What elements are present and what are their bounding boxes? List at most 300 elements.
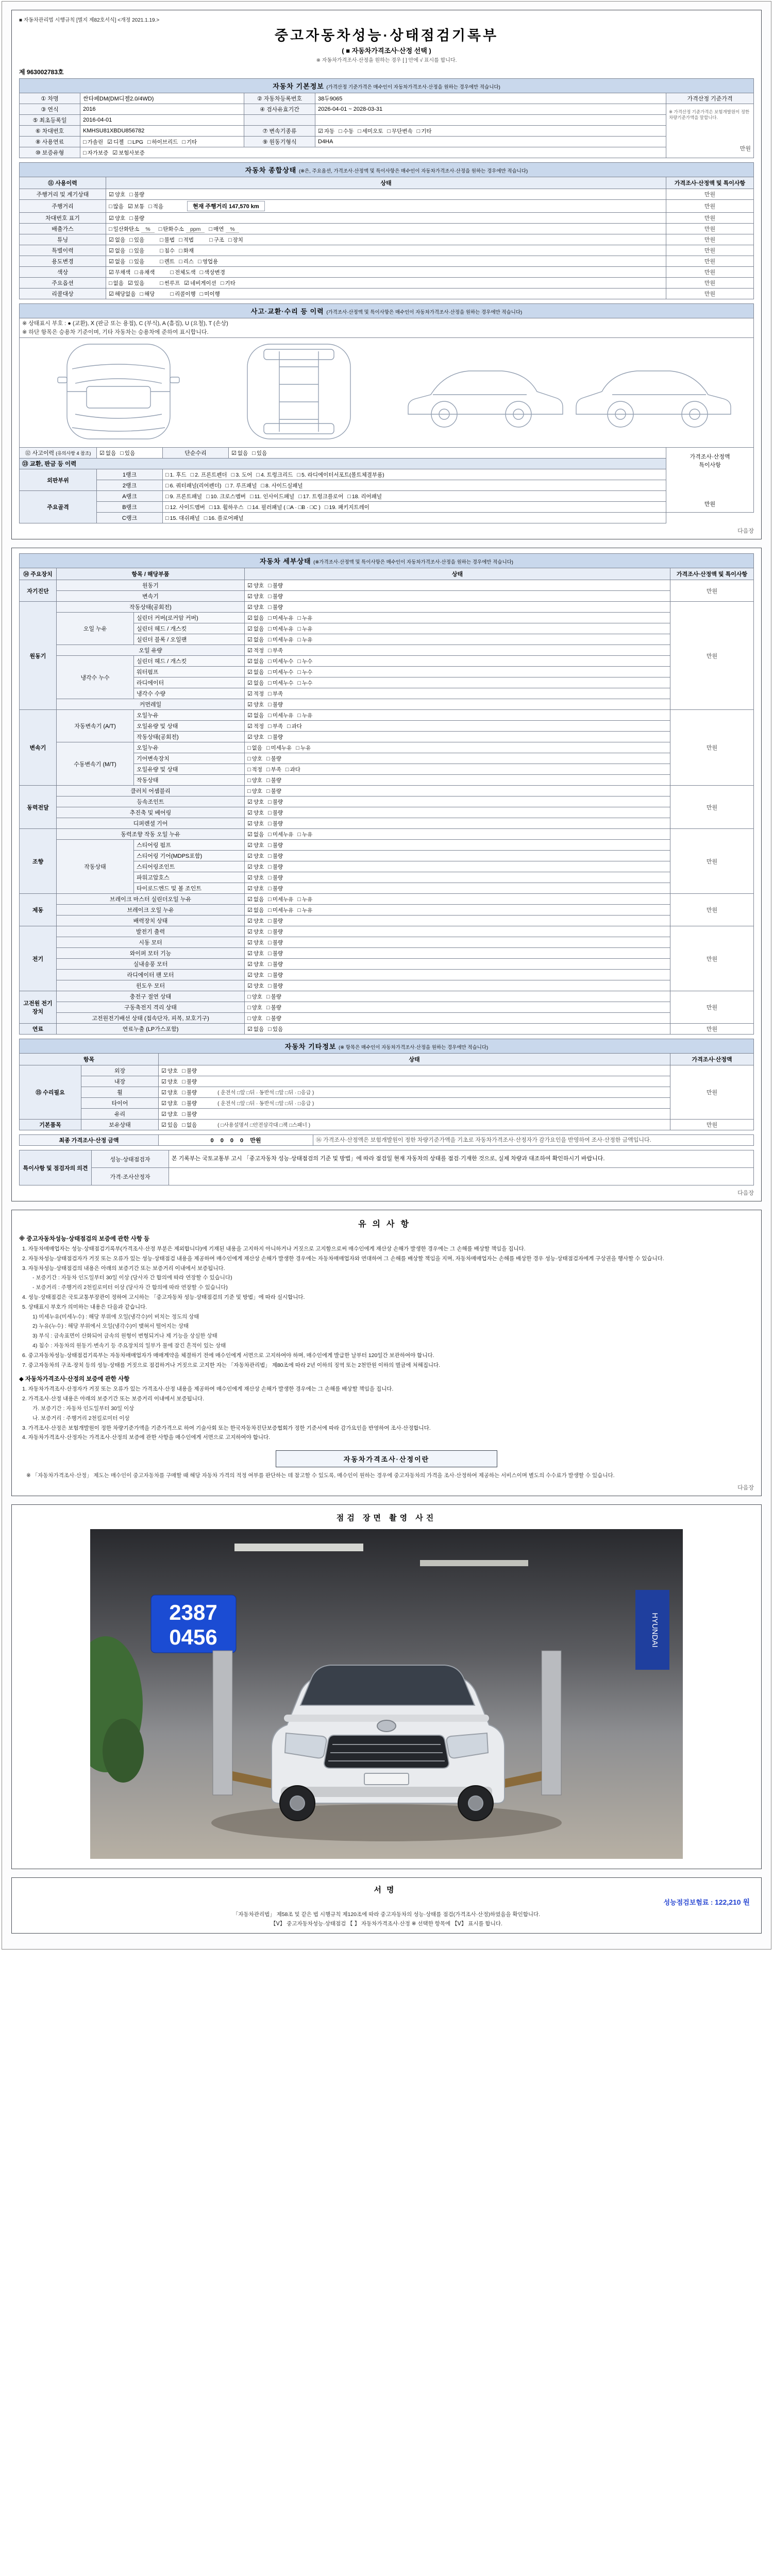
fuel-options <box>80 137 244 147</box>
checkbox-option[interactable] <box>285 766 300 773</box>
checkbox-option[interactable] <box>266 787 281 795</box>
checkbox-option[interactable] <box>252 449 267 457</box>
checkbox-checked-icon: ☑ <box>127 204 133 210</box>
checkbox-option[interactable] <box>268 960 283 968</box>
checkbox-option[interactable] <box>161 1089 178 1096</box>
rank1-options <box>163 469 666 480</box>
final-price-note: ⑯ 가격조사·산정액은 보험개발원이 정한 차량기준가액을 기초로 자동차가격조사·산정자가 감가요인을 반영하여 조사·산정한 금액입니다. <box>313 1135 754 1146</box>
checkbox-option[interactable] <box>129 191 144 198</box>
checkbox-option[interactable] <box>268 971 283 979</box>
status-cell <box>245 872 670 883</box>
checkbox-option[interactable] <box>147 138 178 146</box>
checkbox-option[interactable] <box>339 127 354 135</box>
transmission-label: ⑦ 변속기종류 <box>244 126 315 137</box>
checkbox-option[interactable] <box>109 191 125 198</box>
checkbox-option[interactable] <box>107 138 124 146</box>
empty-cell <box>244 115 315 126</box>
checkbox-option[interactable] <box>318 127 334 135</box>
checkbox-option[interactable] <box>247 690 264 698</box>
checkbox-option[interactable] <box>221 279 236 287</box>
checkbox-label: 양호 <box>253 863 264 870</box>
checkbox-option[interactable] <box>231 471 253 479</box>
checkbox-icon: □ <box>296 744 299 751</box>
signature-statement-2: 【Ⅴ】 중고자동차성능·상태점검 【 】 자동차가격조사·산정 ※ 선택한 항목에 【Ⅴ】 표시를 합니다. <box>271 1920 502 1927</box>
checkbox-option[interactable] <box>247 701 264 708</box>
checkbox-option[interactable] <box>165 514 200 522</box>
checkbox-option[interactable] <box>109 258 125 265</box>
checkbox-icon: □ <box>179 236 182 243</box>
final-price-table <box>19 1134 754 1146</box>
checkbox-option[interactable] <box>268 831 293 838</box>
checkbox-option[interactable] <box>247 960 264 968</box>
checkbox-option[interactable] <box>387 127 412 135</box>
part-label: 스티어링 기어(MDPS포함) <box>134 851 245 861</box>
checkbox-label: 보통 <box>133 204 145 210</box>
checkbox-option[interactable] <box>266 755 281 762</box>
checkbox-option[interactable] <box>297 831 312 838</box>
checkbox-label: 화재 <box>183 247 194 254</box>
checkbox-option[interactable] <box>268 852 283 860</box>
device-group-label: 전기 <box>20 926 57 991</box>
checkbox-option[interactable] <box>268 657 293 665</box>
sheet-detail <box>11 548 762 1201</box>
checkbox-option[interactable] <box>247 657 264 665</box>
checkbox-option[interactable] <box>358 127 383 135</box>
checkbox-option[interactable] <box>128 139 143 145</box>
checkbox-option[interactable] <box>170 290 195 298</box>
checkbox-option[interactable] <box>184 279 216 287</box>
checkbox-option[interactable] <box>268 722 283 730</box>
checkbox-option[interactable] <box>268 895 293 903</box>
notice-item: 4) 침수 : 자동차의 원동기·변속기 등 주요장치의 일부가 물에 잠긴 흔적이 있는 상태 <box>32 1342 226 1349</box>
checkbox-option[interactable] <box>268 939 283 946</box>
checkbox-option[interactable] <box>135 268 155 276</box>
page-subtitle-note: ※ 자동차가격조사·산정을 원하는 경우 [ ] 안에 √ 표시를 합니다. <box>316 58 457 63</box>
accident-price-cell: 가격조사·산정액 특이사항 만원 <box>666 448 754 513</box>
checkbox-option[interactable] <box>268 647 283 654</box>
checkbox-option[interactable] <box>247 1004 262 1011</box>
status-cell <box>245 591 670 602</box>
checkbox-option[interactable] <box>247 1014 262 1022</box>
checkbox-option[interactable] <box>112 149 145 157</box>
checkbox-option[interactable] <box>268 917 283 925</box>
checkbox-option[interactable] <box>268 906 293 914</box>
checkbox-option[interactable] <box>129 258 144 265</box>
checkbox-option[interactable] <box>191 471 227 479</box>
checkbox-option[interactable] <box>140 290 155 298</box>
checkbox-option[interactable] <box>247 744 262 752</box>
checkbox-option[interactable] <box>266 766 281 773</box>
status-cell <box>245 840 670 851</box>
detail-row <box>20 840 754 851</box>
checkbox-label: 양호 <box>253 939 264 946</box>
checkbox-option[interactable] <box>268 1025 283 1033</box>
checkbox-option[interactable] <box>83 138 103 146</box>
checkbox-option[interactable] <box>247 971 264 979</box>
checkbox-option[interactable] <box>268 928 283 936</box>
checkbox-checked-icon: ☑ <box>99 450 105 456</box>
checkbox-option[interactable] <box>182 1121 197 1129</box>
next-page-link[interactable]: 다음장 <box>737 1190 754 1196</box>
checkbox-icon: □ <box>247 788 251 794</box>
checkbox-option[interactable] <box>109 247 125 255</box>
checkbox-option[interactable] <box>182 1078 197 1086</box>
checkbox-option[interactable] <box>296 744 311 752</box>
checkbox-label: 하이브리드 <box>152 139 178 145</box>
checkbox-option[interactable] <box>182 1110 197 1118</box>
checkbox-option[interactable] <box>297 711 312 719</box>
checkbox-option[interactable] <box>247 603 264 611</box>
checkbox-checked-icon: ☑ <box>247 593 253 600</box>
checkbox-checked-icon: ☑ <box>247 918 253 924</box>
checkbox-label: 10. 크로스멤버 <box>210 493 246 500</box>
checkbox-option[interactable] <box>247 668 264 676</box>
checkbox-icon: □ <box>266 1004 270 1011</box>
checkbox-option[interactable] <box>247 939 264 946</box>
checkbox-icon: □ <box>268 593 272 600</box>
checkbox-option[interactable] <box>209 225 239 233</box>
price-appraisal-box: 자동차가격조사·산정이란 <box>276 1450 497 1467</box>
price-cell: 만원 <box>670 926 753 991</box>
checkbox-option[interactable] <box>297 895 312 903</box>
checkbox-label: 양호 <box>253 701 264 708</box>
checkbox-label: 없음 <box>186 1122 197 1128</box>
checkbox-option[interactable] <box>200 268 225 276</box>
checkbox-icon: □ <box>109 204 112 210</box>
checkbox-label: 양호 <box>253 885 264 892</box>
checkbox-option[interactable] <box>347 493 382 500</box>
checkbox-label: 불량 <box>272 593 283 600</box>
checkbox-option[interactable] <box>160 258 175 265</box>
checkbox-option[interactable] <box>268 668 293 676</box>
checkbox-option[interactable] <box>247 852 264 860</box>
checkbox-option[interactable] <box>297 679 312 687</box>
value-blank: ppm <box>186 226 205 233</box>
detail-row <box>20 645 754 656</box>
device-group-label: 원동기 <box>20 602 57 710</box>
checkbox-option[interactable] <box>297 668 312 676</box>
checkbox-option[interactable] <box>128 279 144 287</box>
checkbox-option[interactable] <box>161 1067 178 1075</box>
notice-item: 3. 가격조사·산정은 보험개발원이 정한 차량기준가액을 기준가격으로 하여 기술사회 또는 한국자동차진단보증협회가 정한 기준서에 따라 감가요인을 반영하여 조사·산정합니다. <box>22 1425 431 1431</box>
checkbox-option[interactable] <box>165 493 202 500</box>
checkbox-icon: □ <box>160 236 163 243</box>
checkbox-label: 누수 <box>302 680 313 686</box>
accident-section-title: 사고·교환·수리 등 이력 (가격조사·산정액 및 특이사항은 매수인이 자동차가격조사·산정을 원하는 경우에만 적습니다) <box>20 304 754 318</box>
checkbox-option[interactable] <box>268 636 293 643</box>
checkbox-option[interactable] <box>268 625 293 633</box>
checkbox-option[interactable] <box>247 614 264 622</box>
checkbox-label: 양호 <box>114 215 126 222</box>
status-cell <box>245 580 670 591</box>
price-cell: 만원 <box>670 894 753 926</box>
checkbox-icon: □ <box>182 139 186 145</box>
checkbox-option[interactable] <box>200 290 220 298</box>
checkbox-option[interactable] <box>247 885 264 892</box>
checkbox-option[interactable] <box>170 268 195 276</box>
overall-row <box>20 200 754 213</box>
checkbox-option[interactable] <box>266 1004 281 1011</box>
checkbox-option[interactable] <box>109 214 125 222</box>
checkbox-option[interactable] <box>109 236 125 244</box>
checkbox-option[interactable] <box>266 744 292 752</box>
checkbox-label: 있음 <box>272 1026 283 1032</box>
checkbox-option[interactable] <box>297 614 312 622</box>
checkbox-icon: □ <box>268 928 272 935</box>
checkbox-option[interactable] <box>198 258 218 265</box>
checkbox-option[interactable] <box>182 1067 197 1075</box>
checkbox-option[interactable] <box>160 247 175 255</box>
checkbox-option[interactable] <box>247 1025 264 1033</box>
checkbox-option[interactable] <box>268 798 283 806</box>
checkbox-checked-icon: ☑ <box>247 961 253 968</box>
checkbox-option[interactable] <box>247 636 264 643</box>
checkbox-label: 4. 트렁크리드 <box>260 471 293 478</box>
checkbox-option[interactable] <box>266 1014 281 1022</box>
checkbox-option[interactable] <box>247 841 264 849</box>
checkbox-icon: □ <box>209 236 213 243</box>
checkbox-option[interactable] <box>247 776 262 784</box>
checkbox-option[interactable] <box>179 258 194 265</box>
checkbox-option[interactable] <box>247 787 262 795</box>
checkbox-option[interactable] <box>268 874 283 882</box>
checkbox-label: 미세누유 <box>272 831 294 838</box>
checkbox-option[interactable] <box>325 503 369 511</box>
checkbox-checked-icon: ☑ <box>247 982 253 989</box>
sheet-basic <box>11 10 762 539</box>
checkbox-option[interactable] <box>209 503 244 511</box>
checkbox-option[interactable] <box>165 482 221 489</box>
checkbox-option[interactable] <box>268 679 293 687</box>
checkbox-option[interactable] <box>268 603 283 611</box>
checkbox-option[interactable] <box>161 1121 178 1129</box>
checkbox-option[interactable] <box>247 874 264 882</box>
overall-row <box>20 256 754 267</box>
checkbox-option[interactable] <box>206 493 246 500</box>
checkbox-option[interactable] <box>83 149 108 157</box>
checkbox-option[interactable] <box>129 236 144 244</box>
checkbox-option[interactable] <box>165 503 205 511</box>
checkbox-option[interactable] <box>179 247 194 255</box>
price-cell: 만원 <box>666 234 753 245</box>
status-cell <box>245 905 670 916</box>
checkbox-option[interactable] <box>109 225 155 233</box>
checkbox-option[interactable] <box>268 982 283 990</box>
checkbox-option[interactable] <box>247 993 262 1001</box>
checkbox-label: 18. 리어패널 <box>351 493 382 500</box>
checkbox-option[interactable] <box>247 733 264 741</box>
checkbox-option[interactable] <box>128 202 144 210</box>
checkbox-label: 불량 <box>186 1100 197 1107</box>
checkbox-option[interactable] <box>247 679 264 687</box>
price-cell: 만원 <box>670 829 753 894</box>
checkbox-option[interactable] <box>268 820 283 827</box>
checkbox-icon: □ <box>287 723 291 730</box>
detail-row <box>20 786 754 796</box>
checkbox-option[interactable] <box>297 471 384 479</box>
checkbox-label: 불량 <box>186 1111 197 1117</box>
checkbox-option[interactable] <box>247 647 264 654</box>
accident-history-table <box>19 303 754 523</box>
checkbox-label: 미세누유 <box>272 615 294 621</box>
rankC-label: C랭크 <box>97 513 163 523</box>
checkbox-label: 없음 <box>253 831 264 838</box>
checkbox-option[interactable] <box>268 614 293 622</box>
checkbox-option[interactable] <box>161 1078 178 1086</box>
status-cell <box>245 851 670 861</box>
checkbox-option[interactable] <box>129 214 144 222</box>
checkbox-option[interactable] <box>297 657 312 665</box>
checkbox-option[interactable] <box>204 514 244 522</box>
checkbox-option[interactable] <box>287 722 302 730</box>
checkbox-option[interactable] <box>247 895 264 903</box>
checkbox-label: 부족 <box>272 647 283 654</box>
checkbox-option[interactable] <box>247 950 264 957</box>
checkbox-checked-icon: ☑ <box>247 853 253 859</box>
checkbox-option[interactable] <box>247 863 264 871</box>
checkbox-option[interactable] <box>268 863 283 871</box>
checkbox-option[interactable] <box>247 906 264 914</box>
checkbox-label: 17. 트렁크플로어 <box>303 493 344 500</box>
checkbox-option[interactable] <box>247 798 264 806</box>
checkbox-option[interactable] <box>247 711 264 719</box>
checkbox-option[interactable] <box>298 493 343 500</box>
checkbox-option[interactable] <box>247 809 264 817</box>
transmission-options <box>315 126 666 137</box>
status-cell <box>245 786 670 796</box>
checkbox-label: 16. 플로어패널 <box>208 515 244 521</box>
engine-value: D4HA <box>315 137 666 147</box>
checkbox-option[interactable] <box>247 592 264 600</box>
checkbox-option[interactable] <box>297 906 312 914</box>
checkbox-label: 세미오토 <box>362 128 383 134</box>
item-label: 보유상태 <box>81 1120 159 1130</box>
item-label: 주요옵션 <box>20 278 106 289</box>
checkbox-option[interactable] <box>268 690 283 698</box>
first-reg-value: 2016-04-01 <box>80 115 244 126</box>
checkbox-option[interactable] <box>268 733 283 741</box>
checkbox-label: 불량 <box>272 799 283 805</box>
checkbox-option[interactable] <box>160 279 180 287</box>
detail-row <box>20 937 754 948</box>
checkbox-option[interactable] <box>228 236 243 244</box>
checkbox-option[interactable] <box>99 449 116 457</box>
checkbox-option[interactable] <box>268 592 283 600</box>
detail-row <box>20 742 754 753</box>
checkbox-option[interactable] <box>209 236 224 244</box>
checkbox-option[interactable] <box>266 776 281 784</box>
checkbox-option[interactable] <box>109 268 130 276</box>
checkbox-option[interactable] <box>247 820 264 827</box>
checkbox-checked-icon: ☑ <box>247 842 253 849</box>
checkbox-option[interactable] <box>182 1089 197 1096</box>
checkbox-option[interactable] <box>161 1099 178 1107</box>
checkbox-icon: □ <box>285 766 289 773</box>
price-cell: 만원 <box>666 213 753 224</box>
checkbox-option[interactable] <box>297 636 312 643</box>
vin-label: ⑥ 차대번호 <box>20 126 80 137</box>
checkbox-option[interactable] <box>268 809 283 817</box>
checkbox-option[interactable] <box>247 831 264 838</box>
checkbox-option[interactable] <box>248 503 321 511</box>
checkbox-option[interactable] <box>268 841 283 849</box>
checkbox-option[interactable] <box>247 766 262 773</box>
checkbox-option[interactable] <box>182 138 197 146</box>
checkbox-option[interactable] <box>225 482 257 489</box>
next-page-link[interactable]: 다음장 <box>737 528 754 534</box>
notice-item: 1. 자동차매매업자는 성능·상태점검기록부(가격조사·산정 부분은 제외합니다)에 기재된 내용을 고지하지 아니하거나 거짓으로 고지함으로써 매수인에게 재산상 손해가 발생한 경우에는 그 손해를 배상할 책임을 집니다. <box>22 1246 526 1252</box>
checkbox-option[interactable] <box>159 225 205 233</box>
page-title: 중고자동차성능·상태점검기록부 <box>274 28 499 43</box>
checkbox-option[interactable] <box>120 449 135 457</box>
checkbox-option[interactable] <box>268 701 283 708</box>
col-device: ⑭ 주요장치 <box>20 568 57 580</box>
checkbox-option[interactable] <box>247 982 264 990</box>
next-page-link[interactable]: 다음장 <box>737 1484 754 1491</box>
checkbox-icon: □ <box>120 450 124 456</box>
checkbox-option[interactable] <box>129 247 144 255</box>
checkbox-option[interactable] <box>247 928 264 936</box>
brand-banner-text: HYUNDAI <box>650 1613 659 1648</box>
checkbox-icon: □ <box>416 128 421 134</box>
checkbox-option[interactable] <box>247 582 264 589</box>
checkbox-option[interactable] <box>231 449 248 457</box>
checkbox-option[interactable] <box>261 482 303 489</box>
checkbox-option[interactable] <box>247 755 262 762</box>
checkbox-label: 적음 <box>153 204 164 210</box>
checkbox-option[interactable] <box>297 625 312 633</box>
checkbox-option[interactable] <box>268 950 283 957</box>
checkbox-option[interactable] <box>247 722 264 730</box>
checkbox-icon: □ <box>268 842 272 849</box>
checkbox-option[interactable] <box>109 202 124 210</box>
item-label: 윈도우 모터 <box>57 980 245 991</box>
checkbox-option[interactable] <box>182 1099 197 1107</box>
checkbox-option[interactable] <box>268 885 283 892</box>
checkbox-option[interactable] <box>266 993 281 1001</box>
checkbox-option[interactable] <box>268 582 283 589</box>
checkbox-checked-icon: ☑ <box>247 831 253 838</box>
checkbox-option[interactable] <box>148 202 163 210</box>
checkbox-label: 없음 <box>114 247 126 254</box>
part-label: 기어변속장치 <box>134 753 245 764</box>
checkbox-option[interactable] <box>160 236 175 244</box>
price-basis-unit: 만원 <box>740 146 751 152</box>
status-cell <box>245 829 670 840</box>
checkbox-label: 없음 <box>253 636 264 643</box>
checkbox-icon: □ <box>252 450 256 456</box>
checkbox-icon: □ <box>179 247 182 254</box>
checkbox-option[interactable] <box>268 711 293 719</box>
checkbox-option[interactable] <box>247 917 264 925</box>
checkbox-option[interactable] <box>250 493 294 500</box>
checkbox-checked-icon: ☑ <box>247 907 253 913</box>
item-label: 냉각수 누수 <box>57 656 134 699</box>
checkbox-option[interactable] <box>165 471 187 479</box>
checkbox-option[interactable] <box>179 236 194 244</box>
checkbox-option[interactable] <box>417 127 432 135</box>
checkbox-label: 양호 <box>251 1004 262 1011</box>
status-cell <box>245 807 670 818</box>
checkbox-label: 불량 <box>272 582 283 589</box>
checkbox-option[interactable] <box>247 625 264 633</box>
checkbox-option[interactable] <box>256 471 293 479</box>
checkbox-option[interactable] <box>109 290 136 298</box>
checkbox-icon: □ <box>165 504 169 511</box>
device-group-label: 제동 <box>20 894 57 926</box>
checkbox-option[interactable] <box>161 1110 178 1118</box>
checkbox-option[interactable] <box>109 279 124 287</box>
